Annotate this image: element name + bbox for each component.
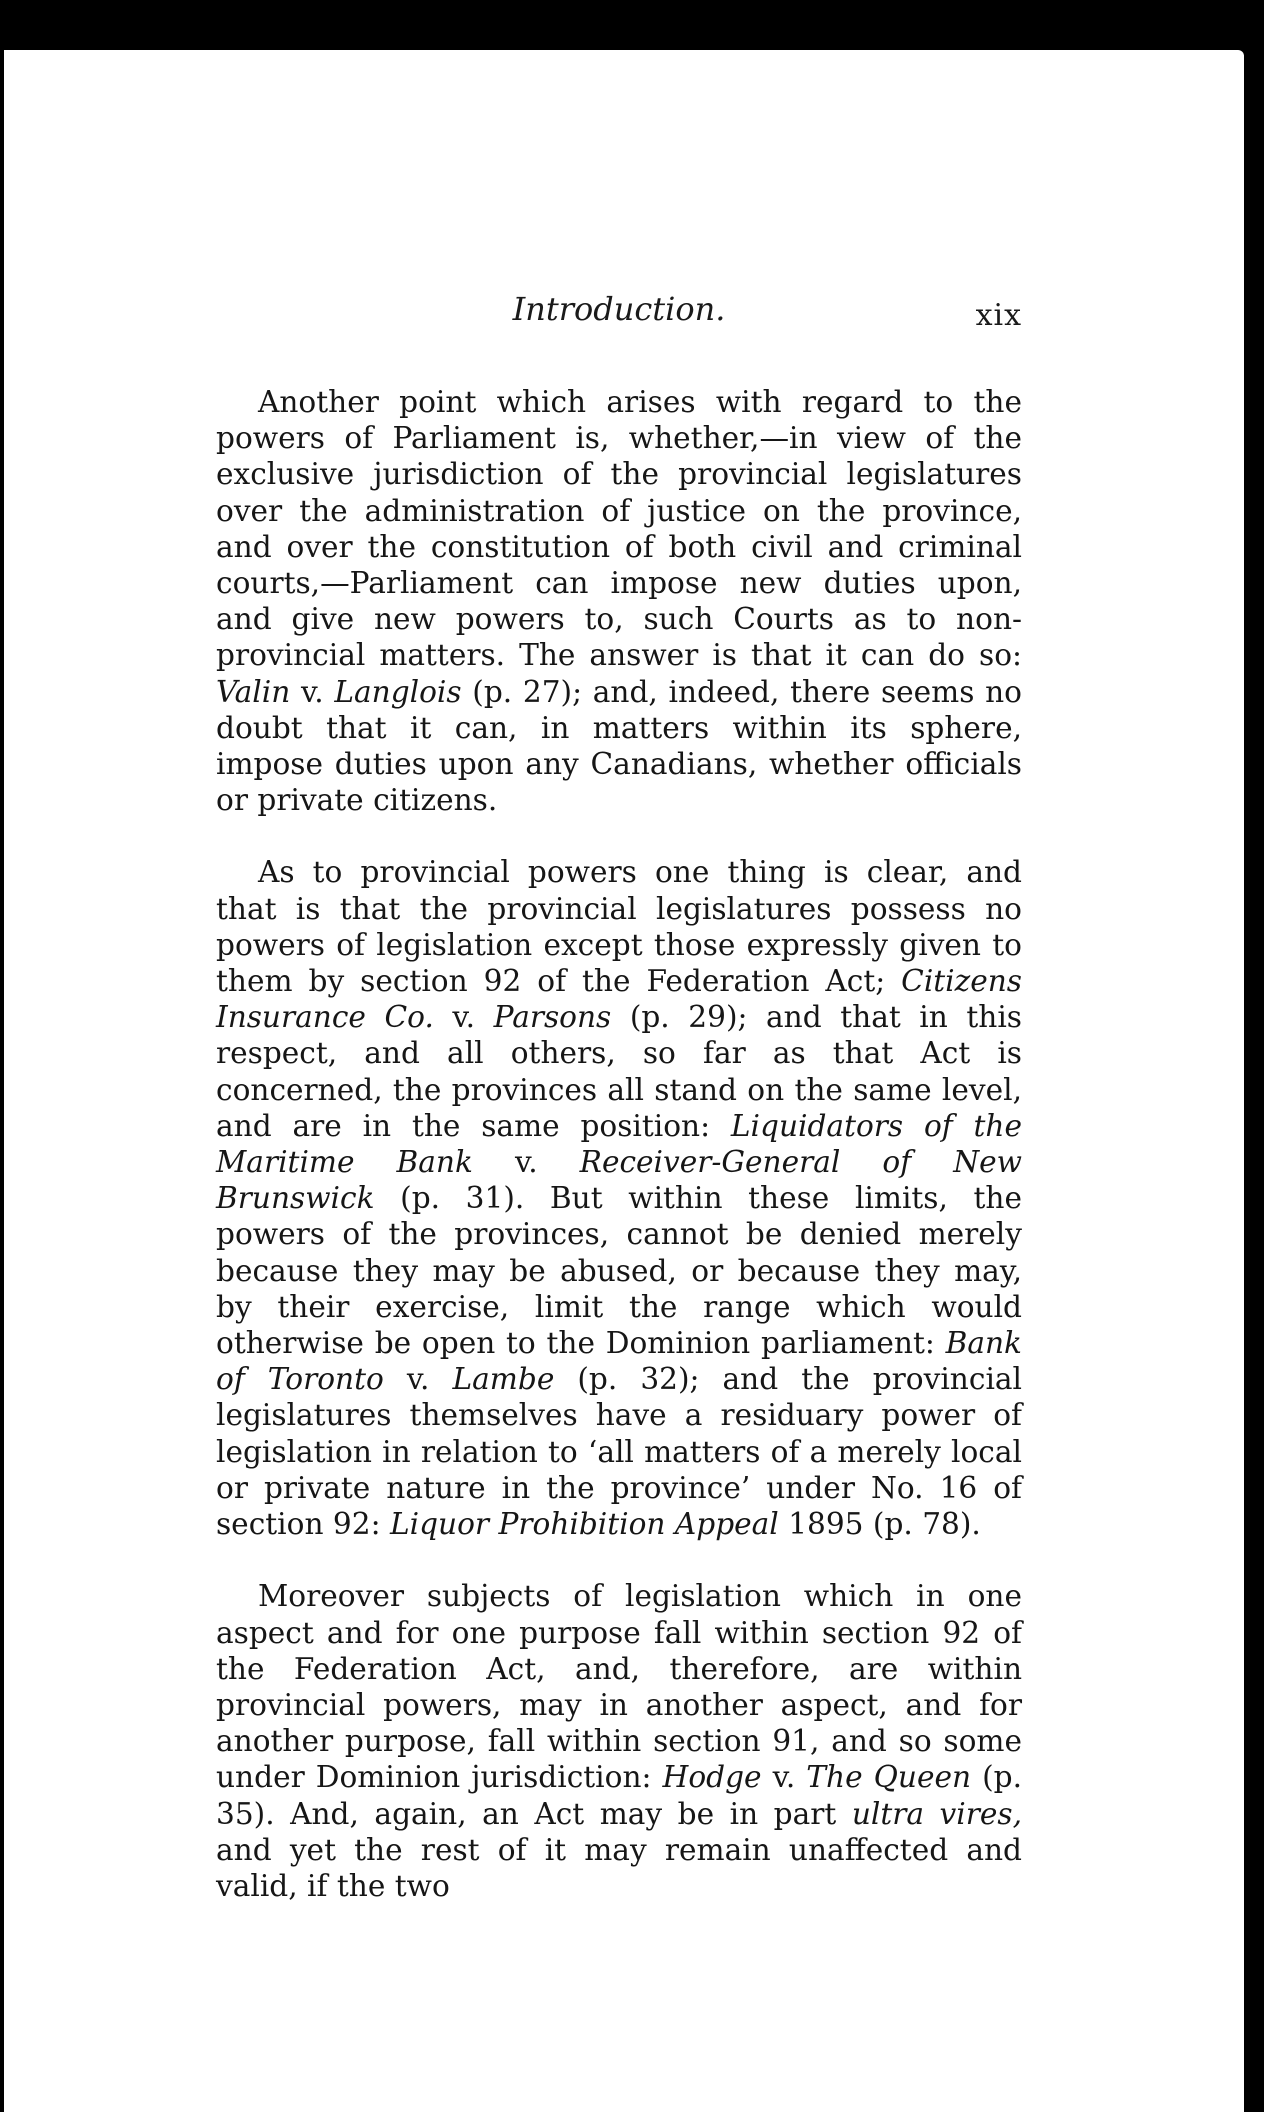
text-run: As to provincial powers one thing is clear, and that is that the provincial legislatures possess no powers of legislation except those expressly given to them by section 92 of the Federation Act; [216,855,1022,999]
text-run: v. [472,1145,580,1180]
text-run: and yet the rest of it may remain unaffected and valid, if the two [216,1832,1022,1903]
italic-citation: Citizens Insurance Co. [216,964,1022,1035]
text-run: v. [383,1362,453,1397]
italic-citation: Hodge [662,1760,762,1795]
italic-citation: Parsons [493,1000,612,1035]
running-head [216,284,1022,344]
paragraph-2 [216,854,1022,1542]
book-page [4,50,1244,2112]
italic-citation: Receiver-General of New Brunswick [216,1145,1022,1216]
page-number: xix [975,298,1022,333]
italic-citation: Bank of Toronto [216,1326,1022,1397]
text-run: Another point which arises with regard to the powers of Parliament is, whether,—in view of the exclusive jurisdiction of the provincial legislatures over the administration of justice on the province, and over the constitution of both civil and criminal courts,—Parliament can impose new duties upon, and give new powers to, such Courts as to non-provincial matters. The answer is that it can do so: [216,385,1022,673]
paragraph-3 [216,1578,1022,1904]
body-text [216,384,1022,1904]
italic-citation: ultra vires, [851,1796,1022,1831]
text-run: Moreover subjects of legislation which in one aspect and for one purpose fall within section 92 of the Federation Act, and, therefore, are within provincial powers, may in another aspect, and for another purpose, fall within section 91, and so some under Dominion jurisdiction: [216,1579,1022,1795]
text-run: (p. 27); and, indeed, there seems no doubt that it can, in matters within its sphere, impose duties upon any Canadians, whether officials or private citizens. [216,674,1022,818]
text-run: v. [433,1000,494,1035]
italic-citation: Valin [216,674,291,709]
text-run: (p. 35). And, again, an Act may be in part [216,1760,1022,1831]
text-run: (p. 31). But within these limits, the powers of the provinces, cannot be denied merely because they may be abused, or because they may, by their exercise, limit the range which would otherwise be open to the Dominion parliament: [216,1181,1022,1361]
chapter-title: Introduction. [512,290,726,328]
italic-citation: Langlois [334,674,462,709]
italic-citation: Liquidators of the Maritime Bank [216,1108,1023,1180]
italic-citation: The Queen [806,1760,972,1795]
text-run: v. [290,674,335,709]
text-run: (p. 29); and that in this respect, and all others, so far as that Act is concerned, the provinces all stand on the same level, and are in the same position: [216,1000,1022,1143]
text-run: 1895 (p. 78). [778,1507,981,1542]
text-run: v. [761,1760,807,1795]
italic-citation: Liquor Prohibition Appeal [389,1507,779,1542]
paragraph-1 [216,384,1022,818]
text-run: (p. 32); and the provincial legislatures themselves have a residuary power of legislation in relation to ‘all matters of a merely local or private nature in the province’ under No. 16 of section 92: [216,1362,1023,1542]
italic-citation: Lambe [452,1362,555,1397]
